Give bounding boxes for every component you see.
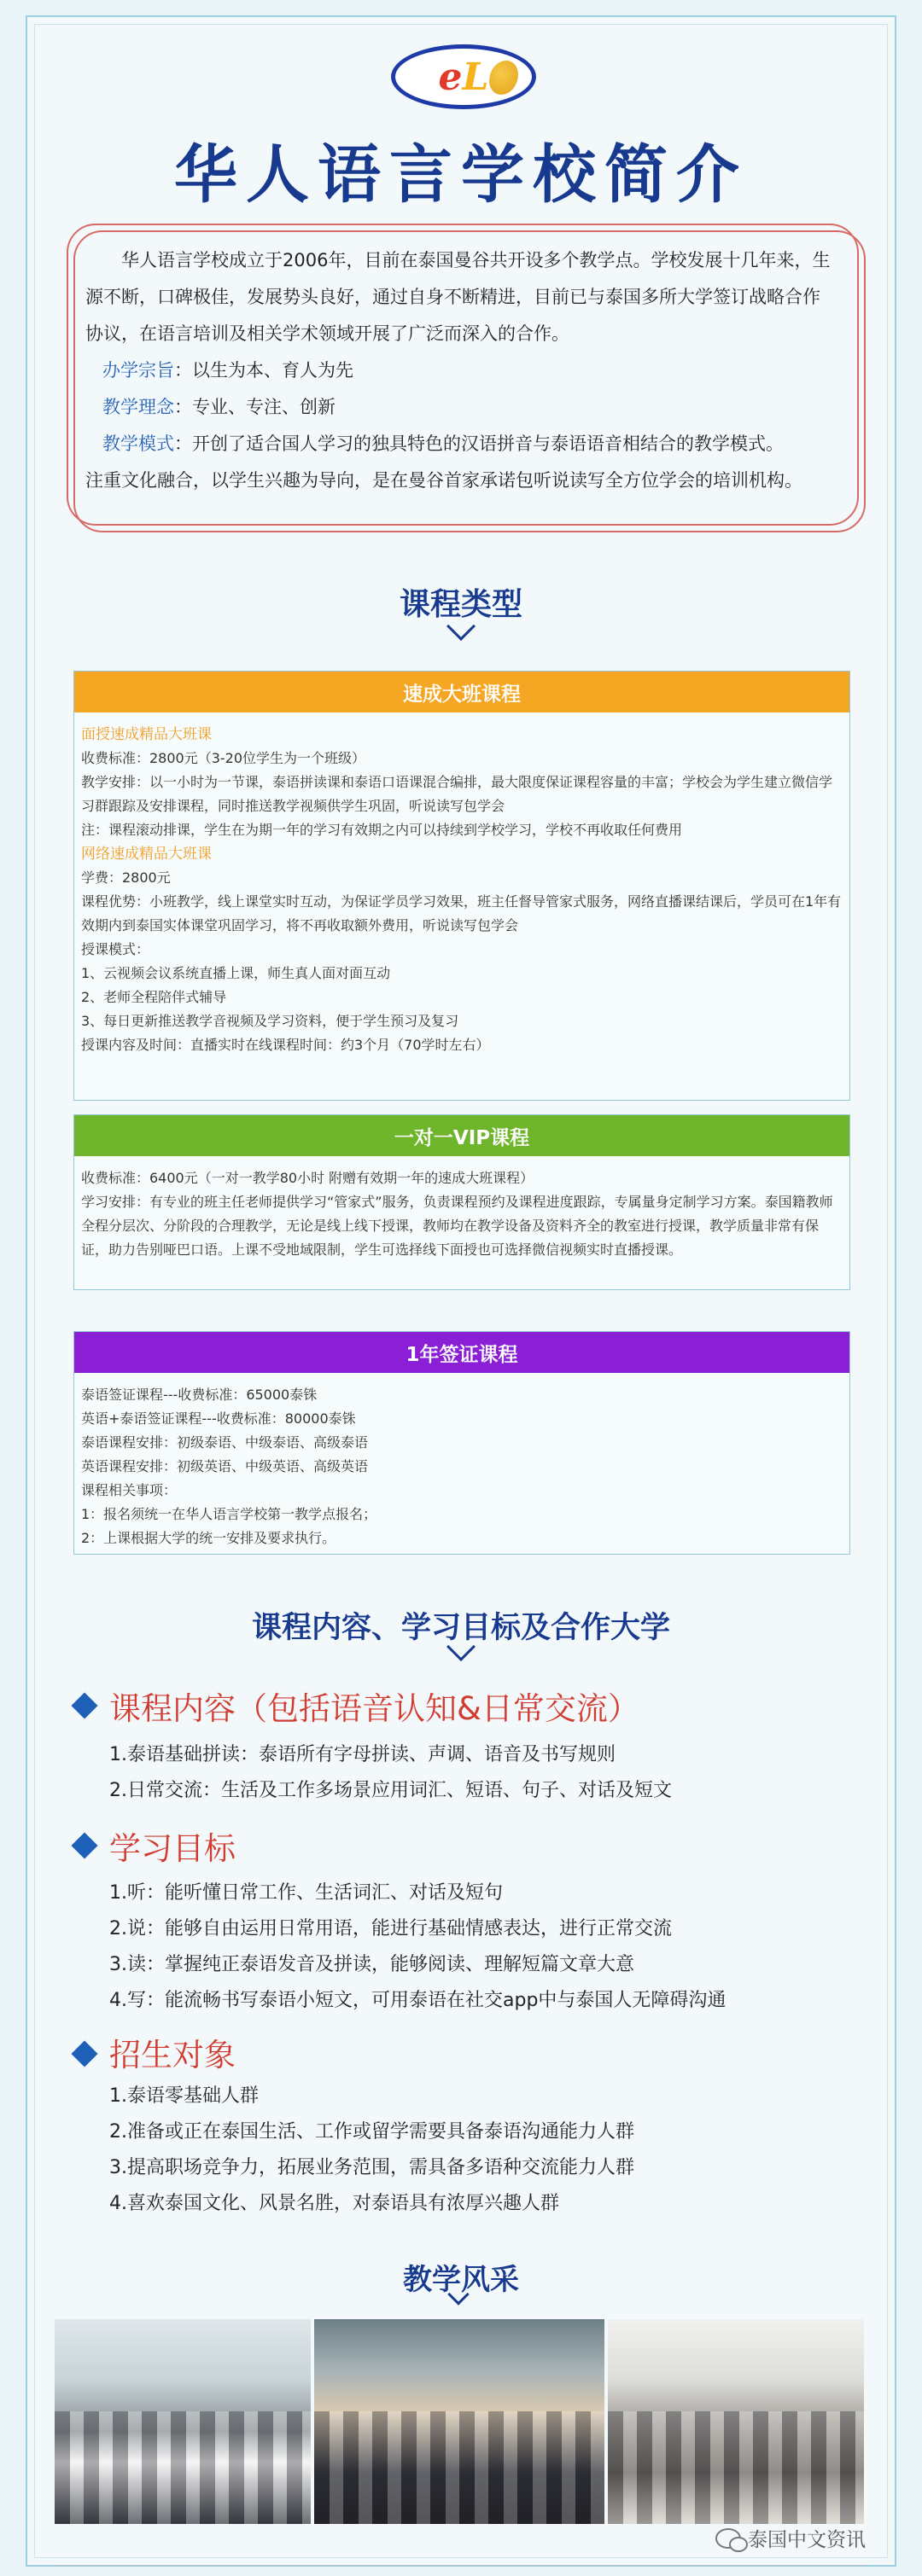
list-item: 1.泰语零基础人群 xyxy=(109,2085,259,2107)
list-item: 2.说：能够自由运用日常用语，能进行基础情感表达，进行正常交流 xyxy=(109,1918,672,1939)
mission-line xyxy=(85,352,837,389)
note-line: 注：课程滚动排课，学生在为期一年的学习有效期之内可以持续到学校学习，学校不再收取任何费用 xyxy=(81,822,683,838)
list-item: 3.读：掌握纯正泰语发音及拼读，能够阅读、理解短篇文章大意 xyxy=(109,1954,634,1975)
model-line-2: 注重文化融合，以学生兴趣为导向，是在曼谷首家承诺包听说读写全方位学会的培训机构。 xyxy=(85,470,802,491)
logo-letter-e: e xyxy=(438,55,463,99)
list-item: 1.听：能听懂日常工作、生活词汇、对话及短句 xyxy=(109,1882,503,1904)
list-item: 3.提高职场竞争力，拓展业务范围，需具备多语种交流能力人群 xyxy=(109,2157,634,2178)
course-types-heading: 课程类型 xyxy=(399,587,522,622)
school-logo xyxy=(391,44,536,109)
note-item-1: 1：报名须统一在华人语言学校第一教学点报名； xyxy=(81,1506,377,1522)
mode-item-1: 1、云视频会议系统直播上课，师生真人面对面互动 xyxy=(81,965,391,981)
list-item: 4.写：能流畅书写泰语小短文，可用泰语在社交app中与泰国人无障碍沟通 xyxy=(109,1990,727,2011)
list-item: 2.日常交流：生活及工作多场景应用词汇、短语、句子、对话及短文 xyxy=(109,1780,672,1801)
thai-schedule: 泰语课程安排：初级泰语、中级泰语、高级泰语 xyxy=(81,1434,369,1451)
mode-item-2: 2、老师全程陪伴式辅导 xyxy=(81,989,227,1005)
course-box-title: 速成大班课程 xyxy=(74,672,849,712)
wechat-watermark xyxy=(715,2524,866,2552)
target-students-heading: 招生对象 xyxy=(109,2037,236,2073)
schedule-line: 教学安排：以一小时为一节课，泰语拼读课和泰语口语课混合编排，最大限度保证课程容量的丰富；学校会为学生建立微信学习群跟踪及安排课程，同时推送教学视频供学生巩固，听说读写包学会 xyxy=(81,774,833,814)
concept-text: ：专业、专注、创新 xyxy=(174,397,336,417)
english-thai-visa-fee: 英语+泰语签证课程---收费标准：80000泰铢 xyxy=(81,1410,356,1427)
subheading-offline: 面授速成精品大班课 xyxy=(81,726,212,743)
logo-bird-icon xyxy=(489,61,518,95)
learning-goals-heading: 学习目标 xyxy=(109,1830,236,1867)
list-item: 4.喜欢泰国文化、风景名胜，对泰语具有浓厚兴趣人群 xyxy=(109,2193,559,2214)
arrangement-line: 学习安排：有专业的班主任老师提供学习“管家式”服务，负责课程预约及课程进度跟踪，专属量身定制学习方案。泰国籍教师全程分层次、分阶段的合理教学，无论是线上线下授课，教师均在教学设备及资料齐全的教室进行授课，教学质量非常有保证，助力告别哑巴口语。上课不受地域限制，学生可选择线下面授也可选择微信视频实时直播授课。 xyxy=(81,1194,833,1258)
mode-item-3: 3、每日更新推送教学音视频及学习资料，便于学生预习及复习 xyxy=(81,1013,459,1029)
gallery-heading: 教学风采 xyxy=(403,2263,519,2297)
course-box-intensive xyxy=(73,671,850,1101)
course-content-list xyxy=(109,1737,672,1809)
english-schedule: 英语课程安排：初级英语、中级英语、高级英语 xyxy=(81,1458,369,1474)
target-students-list xyxy=(109,2079,634,2222)
notes-label: 课程相关事项： xyxy=(81,1482,178,1498)
advantage-line: 课程优势：小班教学，线上课堂实时互动，为保证学员学习效果，班主任督导管家式服务，网络直播课结课后，学员可在1年有效期内到泰国实体课堂巩固学习，将不再收取额外费用，听说读写包学会 xyxy=(81,893,842,933)
mode-label: 授课模式： xyxy=(81,941,150,957)
intro-text xyxy=(85,242,837,499)
list-item: 2.准备或正在泰国生活、工作或留学需要具备泰语沟通能力人群 xyxy=(109,2121,634,2143)
learning-goals-list xyxy=(109,1875,726,2019)
intro-paragraph: 华人语言学校成立于2006年，目前在泰国曼谷共开设多个教学点。学校发展十几年来，生源不断，口碑极佳，发展势头良好，通过自身不断精进，目前已与泰国多所大学签订战略合作协议，在语言培训及相关学术领域开展了广泛而深入的合作。 xyxy=(85,250,831,344)
mission-text: ：以生为本、育人为先 xyxy=(174,360,353,381)
course-content-heading: 课程内容（包括语音认知&日常交流） xyxy=(109,1690,639,1727)
logo-letter-l: L xyxy=(462,55,489,99)
mission-label: 办学宗旨 xyxy=(102,360,174,381)
fee-line: 收费标准：6400元（一对一教学80小时 附赠有效期一年的速成大班课程） xyxy=(81,1170,534,1186)
list-item: 1.泰语基础拼读：泰语所有字母拼读、声调、语音及书写规则 xyxy=(109,1744,616,1765)
model-text: ：开创了适合国人学习的独具特色的汉语拼音与泰语语音相结合的教学模式。 xyxy=(174,433,784,454)
thai-visa-fee: 泰语签证课程---收费标准：65000泰铢 xyxy=(81,1387,318,1403)
course-box-body xyxy=(74,1156,849,1271)
divider xyxy=(56,2565,866,2566)
course-box-body xyxy=(74,712,849,1066)
duration-line: 授课内容及时间：直播实时在线课程时间：约3个月（70学时左右） xyxy=(81,1037,490,1053)
course-box-vip xyxy=(73,1114,850,1290)
subheading-online: 网络速成精品大班课 xyxy=(81,846,212,863)
note-item-2: 2：上课根据大学的统一安排及要求执行。 xyxy=(81,1530,336,1546)
model-label: 教学模式 xyxy=(102,433,174,454)
course-box-title: 1年签证课程 xyxy=(74,1332,849,1373)
concept-line xyxy=(85,389,837,426)
page-title: 华人语言学校简介 xyxy=(174,138,748,212)
tuition-line: 学费：2800元 xyxy=(81,869,171,886)
concept-label: 教学理念 xyxy=(102,397,174,417)
watermark-text: 泰国中文资讯 xyxy=(748,2529,866,2551)
classroom-photo-1 xyxy=(55,2319,311,2524)
content-heading: 课程内容、学习目标及合作大学 xyxy=(251,1611,670,1645)
fee-line: 收费标准：2800元（3-20位学生为一个班级） xyxy=(81,750,366,766)
model-line xyxy=(85,426,837,462)
wechat-icon xyxy=(715,2528,741,2549)
course-box-body xyxy=(74,1373,849,1559)
course-box-visa xyxy=(73,1331,850,1555)
group-photo xyxy=(314,2319,604,2524)
classroom-photo-2 xyxy=(608,2319,864,2524)
course-box-title: 一对一VIP课程 xyxy=(74,1115,849,1156)
